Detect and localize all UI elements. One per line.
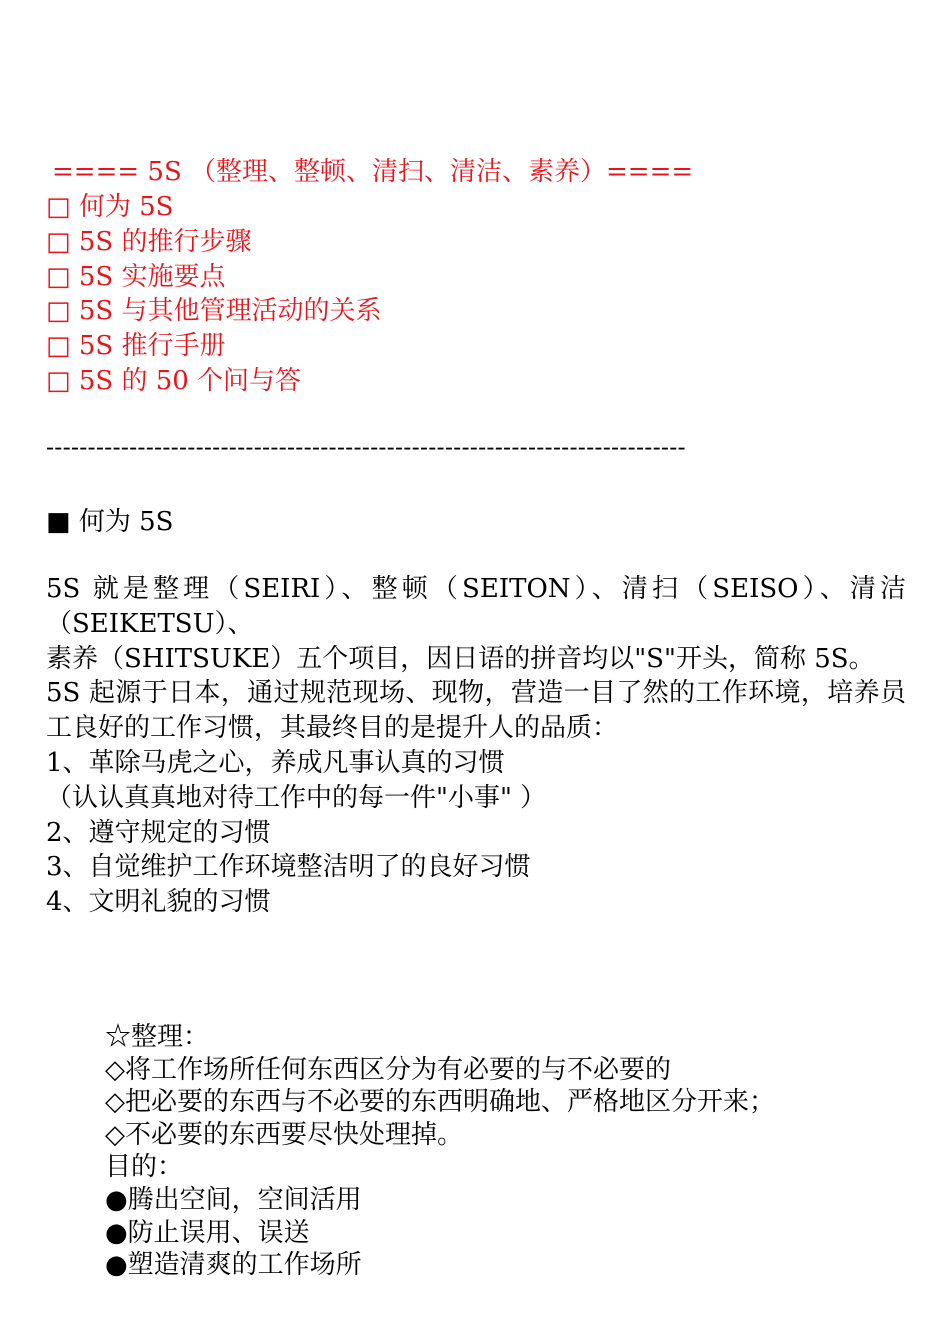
divider-line: -----------------------------------------------------------------------------	[46, 433, 686, 461]
toc-item-what-is-5s[interactable]: □ 何为 5S	[46, 192, 174, 222]
seiri-point-1: ◇将工作场所任何东西区分为有必要的与不必要的	[105, 1054, 671, 1085]
list-item-3: 3、自觉维护工作环境整洁明了的良好习惯	[46, 852, 531, 883]
list-item-4: 4、文明礼貌的习惯	[46, 887, 271, 918]
list-item-2: 2、遵守规定的习惯	[46, 817, 271, 848]
paragraph-origin: 5S 起源于日本，通过规范现场、现物，营造一目了然的工作环境，培养员工良好的工作习惯，其最终目的是提升人的品质：	[46, 678, 906, 744]
toc-item-50-qa[interactable]: □ 5S 的 50 个问与答	[46, 365, 302, 396]
toc-title: ==== 5S （整理、整顿、清扫、清洁、素养）====	[52, 157, 694, 187]
seiri-purpose-3: ●塑造清爽的工作场所	[105, 1250, 362, 1281]
toc-item-relation-to-other-activities[interactable]: □ 5S 与其他管理活动的关系	[46, 296, 382, 327]
seiri-purpose-2: ●防止误用、误送	[105, 1217, 310, 1248]
toc-item-implementation-steps[interactable]: □ 5S 的推行步骤	[46, 226, 252, 257]
seiri-point-3: ◇不必要的东西要尽快处理掉。	[105, 1119, 463, 1150]
list-item-1-note: （认认真真地对待工作中的每一件"小事" ）	[46, 782, 547, 813]
section-body	[46, 572, 906, 920]
seiri-purpose-1: ●腾出空间，空间活用	[105, 1184, 362, 1215]
paragraph-definition-1: 5S 就是整理（SEIRI）、整顿（SEITON）、清扫（SEISO）、清洁（SEIKETSU）、	[46, 574, 906, 639]
seiri-purpose-label: 目的：	[105, 1152, 184, 1183]
toc-item-key-points[interactable]: □ 5S 实施要点	[46, 261, 226, 292]
section-heading: ■ 何为 5S	[46, 507, 174, 537]
list-item-1: 1、革除马虎之心，养成凡事认真的习惯	[46, 747, 505, 778]
seiri-point-2: ◇把必要的东西与不必要的东西明确地、严格地区分开来；	[105, 1087, 775, 1118]
toc-list	[46, 190, 381, 399]
paragraph-definition-2: 素养（SHITSUKE）五个项目，因日语的拼音均以"S"开头，简称 5S。	[46, 643, 875, 674]
seiri-block	[105, 1021, 775, 1282]
toc-item-handbook[interactable]: □ 5S 推行手册	[46, 331, 226, 362]
seiri-heading: ☆整理：	[105, 1022, 210, 1052]
